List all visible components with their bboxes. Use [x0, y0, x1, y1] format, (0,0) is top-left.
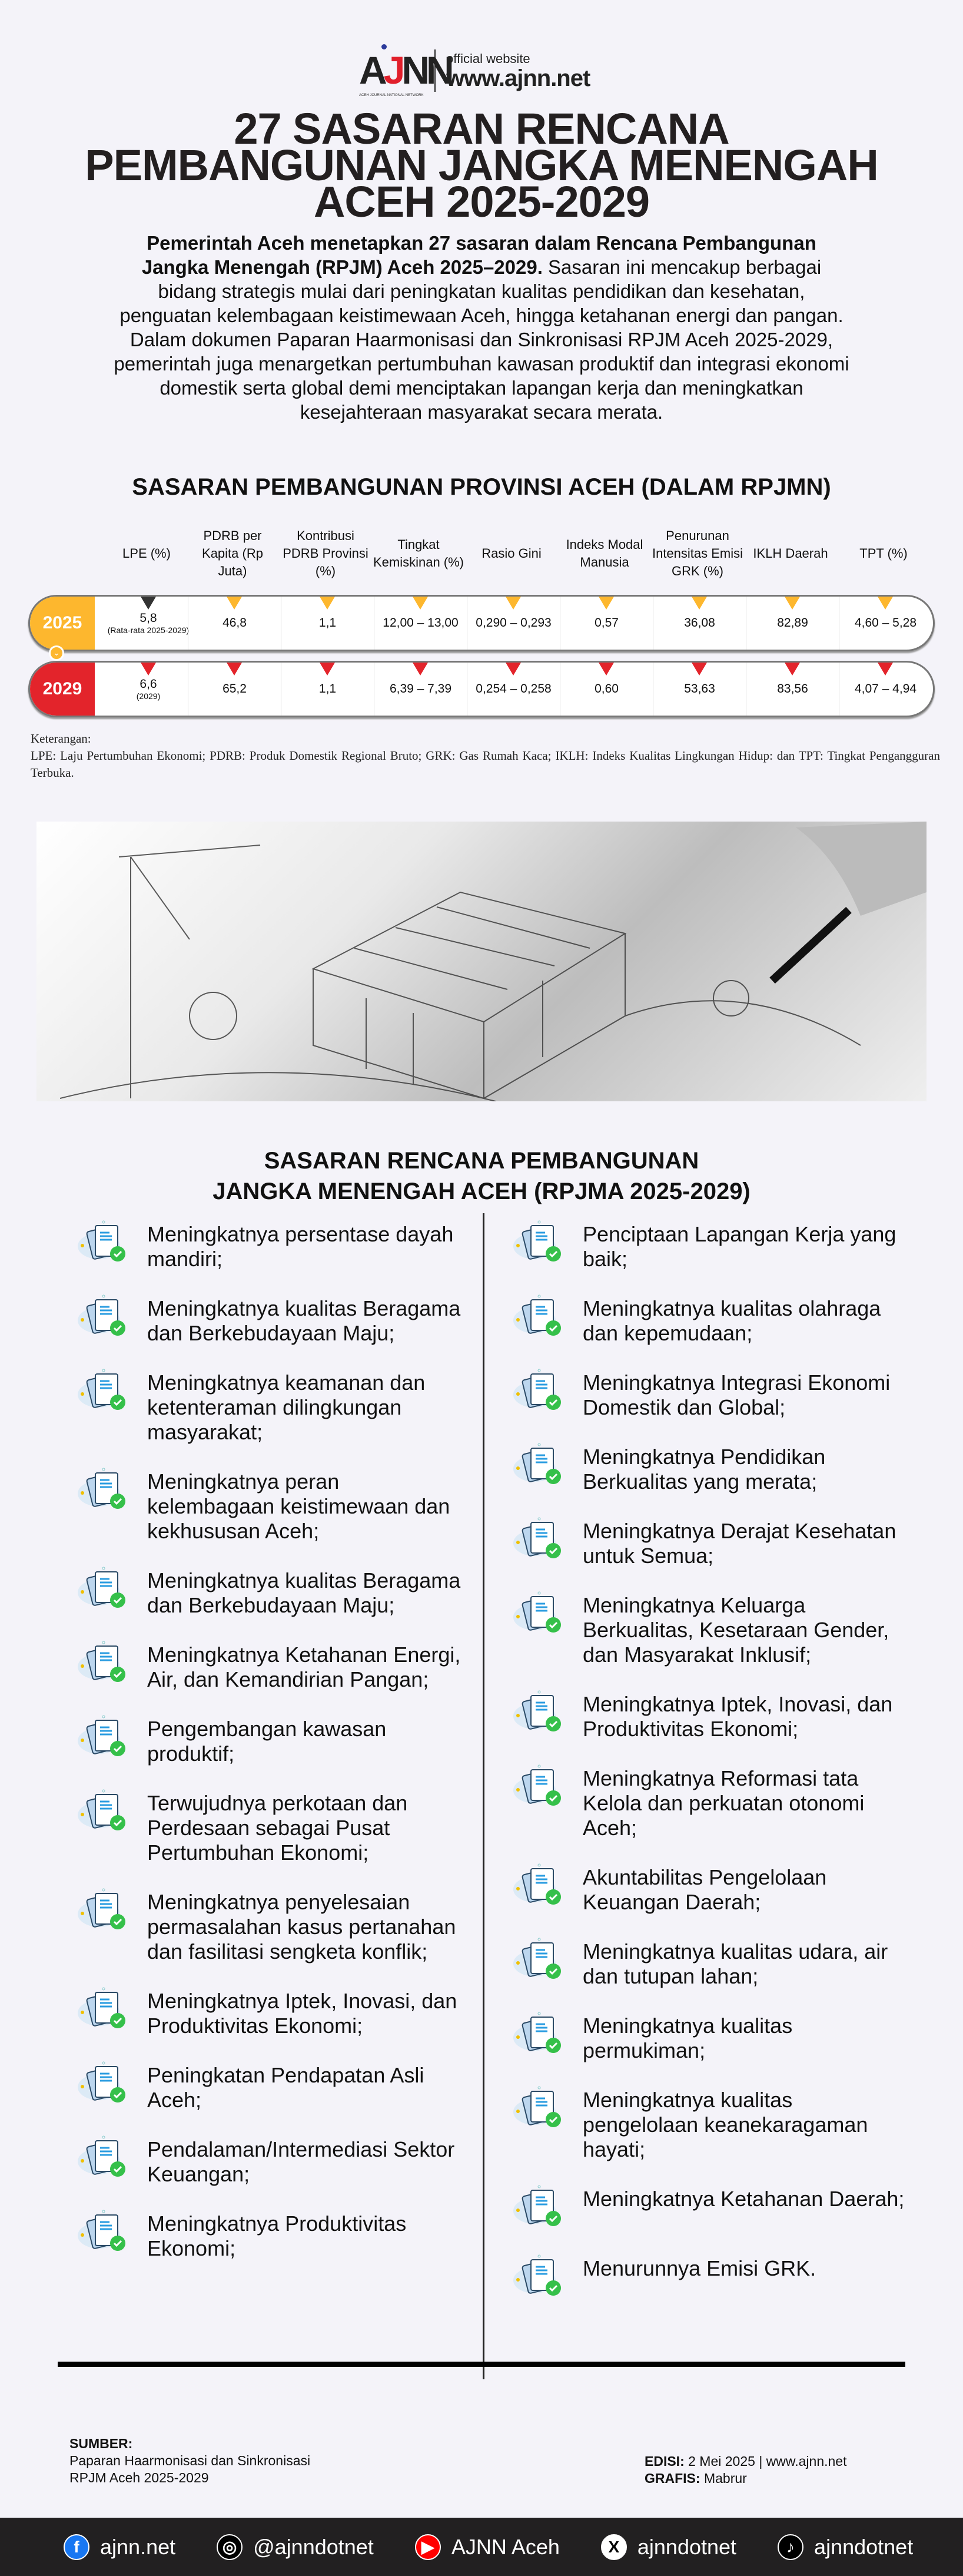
value-cell: 12,00 – 13,00 — [374, 597, 467, 650]
column-header: Penurunan Intensitas Emisi GRK (%) — [652, 528, 743, 578]
list-item-text: Meningkatnya Produktivitas Ekonomi; — [147, 2211, 407, 2260]
list-item — [511, 1766, 911, 1840]
value-cell: 4,07 – 4,94 — [839, 663, 932, 716]
list-item — [75, 2063, 464, 2113]
source-text: Paparan Haarmonisasi dan Sinkronisasi — [69, 2453, 311, 2468]
social-label: ajnn.net — [100, 2534, 176, 2559]
marker-icon — [413, 663, 428, 676]
document-check-icon — [511, 1591, 570, 1638]
column-header: TPT (%) — [859, 546, 908, 561]
list-item — [75, 1643, 464, 1692]
list-item — [75, 1989, 464, 2038]
tiktok-icon: ♪ — [778, 2534, 803, 2560]
social-label: AJNN Aceh — [451, 2534, 560, 2559]
list-item-text: Peningkatan Pendapatan Asli Aceh; — [147, 2063, 424, 2112]
marker-icon — [785, 663, 800, 676]
document-check-icon — [511, 2085, 570, 2133]
list-item-text: Menurunnya Emisi GRK. — [583, 2256, 816, 2280]
document-check-icon — [511, 2184, 570, 2231]
value-cell: 46,8 — [188, 597, 281, 650]
value-cell: 65,2 — [188, 663, 281, 716]
column-header: PDRB per Kapita (Rp Juta) — [202, 528, 263, 578]
value-cell: 83,56 — [746, 663, 839, 716]
social-link[interactable] — [415, 2534, 560, 2560]
list-item-text: Meningkatnya peran kelembagaan keistimewaan dan kekhususan Aceh; — [147, 1469, 450, 1543]
architecture-sketch-image — [36, 822, 927, 1101]
document-check-icon — [511, 1294, 570, 1341]
list-item — [75, 1296, 464, 1346]
marker-icon — [599, 597, 614, 610]
column-header: Kontribusi PDRB Provinsi (%) — [283, 528, 368, 578]
list-item-text: Penciptaan Lapangan Kerja yang baik; — [583, 1222, 896, 1271]
list-item — [75, 2211, 464, 2261]
column-header: Indeks Modal Manusia — [566, 537, 643, 569]
list-item — [75, 1890, 464, 1964]
document-check-icon — [75, 1986, 134, 2034]
marker-icon — [141, 663, 156, 676]
social-label: @ajnndotnet — [253, 2534, 374, 2559]
social-link[interactable] — [217, 2534, 374, 2560]
list-item — [75, 1469, 464, 1544]
legend-title: Keterangan: — [31, 731, 91, 746]
list-item-text: Terwujudnya perkotaan dan Perdesaan sebagai Pusat Pertumbuhan Ekonomi; — [147, 1791, 408, 1865]
footer-divider — [58, 2362, 905, 2367]
website-url[interactable]: www.ajnn.net — [446, 65, 590, 91]
list-item — [75, 2137, 464, 2187]
source-note — [69, 2435, 310, 2486]
edition-value: 2 Mei 2025 | www.ajnn.net — [684, 2454, 847, 2469]
value-cell: 0,60 — [560, 663, 653, 716]
value-cell: 36,08 — [653, 597, 746, 650]
intro-text: Sasaran ini mencakup berbagai bidang strategis mulai dari peningkatan kualitas pendidikan dan kesehatan, penguatan kelembagaan keistimewaan Aceh, hingga ketahanan energi dan pangan. Dalam dokumen Paparan Haarmonisasi dan Sinkronisasi RPJM Aceh 2025-2029, pemerintah juga menargetkan pertumbuhan kawasan produktif dan integrasi ekonomi domestik serta global demi menciptakan lapangan kerja dan meningkatkan kesejahteraan masyarakat secara merata. — [114, 256, 849, 423]
marker-icon — [506, 597, 521, 610]
list-item — [511, 2088, 911, 2162]
value-cell: 82,89 — [746, 597, 839, 650]
list-item — [511, 1865, 911, 1915]
marker-icon — [599, 663, 614, 676]
document-check-icon — [75, 1467, 134, 1514]
list-item — [75, 1717, 464, 1766]
marker-icon — [692, 663, 707, 676]
list-title-line: SASARAN RENCANA PEMBANGUNAN — [264, 1148, 699, 1174]
value-cell: 1,1 — [281, 597, 374, 650]
document-check-icon — [75, 1294, 134, 1341]
list-item — [511, 1519, 911, 1568]
page-title — [0, 104, 963, 226]
document-check-icon — [511, 1442, 570, 1489]
list-item — [511, 2187, 911, 2231]
document-check-icon — [511, 1517, 570, 1564]
list-item — [511, 1222, 911, 1272]
intro-paragraph — [112, 231, 851, 424]
list-item-text: Meningkatnya Derajat Kesehatan untuk Semua; — [583, 1519, 896, 1568]
year-label: 2029 — [30, 663, 95, 716]
social-link[interactable] — [778, 2534, 913, 2560]
value-cell: 6,39 – 7,39 — [374, 663, 467, 716]
social-link[interactable] — [601, 2534, 736, 2560]
lpe-note: (Rata-rata 2025-2029) — [107, 625, 190, 635]
marker-icon — [506, 663, 521, 676]
list-item-text: Pendalaman/Intermediasi Sektor Keuangan; — [147, 2137, 455, 2186]
document-check-icon — [75, 1789, 134, 1836]
list-item — [511, 1370, 911, 1420]
lpe-note: (2029) — [136, 691, 161, 701]
marker-icon — [878, 597, 893, 610]
list-item-text: Meningkatnya penyelesaian permasalahan kasus pertanahan dan fasilitasi sengketa konflik; — [147, 1890, 456, 1964]
list-item-text: Meningkatnya kualitas pengelolaan keanekaragaman hayati; — [583, 2088, 868, 2161]
column-header: IKLH Daerah — [753, 546, 828, 561]
table-legend — [31, 730, 940, 782]
logo-subtitle: ACEH JOURNAL NATIONAL NETWORK — [359, 94, 424, 97]
marker-icon — [785, 597, 800, 610]
column-divider — [483, 1213, 484, 2379]
list-item-text: Meningkatnya kualitas olahraga dan kepemudaan; — [583, 1296, 881, 1345]
list-item-text: Meningkatnya Iptek, Inovasi, dan Produktivitas Ekonomi; — [583, 1692, 893, 1741]
document-check-icon — [75, 2209, 134, 2256]
instagram-icon: ◎ — [217, 2534, 243, 2560]
value-cell: 1,1 — [281, 663, 374, 716]
list-item-text: Meningkatnya kualitas udara, air dan tutupan lahan; — [583, 1939, 888, 1988]
document-check-icon — [511, 1863, 570, 1910]
document-check-icon — [511, 1368, 570, 1415]
list-item — [511, 2256, 911, 2301]
value-cell: 53,63 — [653, 663, 746, 716]
list-item — [511, 1445, 911, 1494]
marker-icon — [692, 597, 707, 610]
document-check-icon — [511, 1764, 570, 1811]
x-icon: X — [601, 2534, 627, 2560]
column-header: Tingkat Kemiskinan (%) — [373, 537, 464, 569]
list-item-text: Meningkatnya keamanan dan ketenteraman dilingkungan masyarakat; — [147, 1370, 426, 1444]
legend-text: LPE: Laju Pertumbuhan Ekonomi; PDRB: Produk Domestik Regional Bruto; GRK: Gas Rumah Kaca; IKLH: Indeks Kualitas Lingkungan Hidup: dan TPT: Tingkat Pengangguran Terbuka. — [31, 749, 940, 780]
year-label: 2025 — [30, 597, 95, 650]
document-check-icon — [511, 1690, 570, 1737]
social-label: ajnndotnet — [814, 2534, 914, 2559]
list-item-text: Meningkatnya kualitas permukiman; — [583, 2014, 793, 2062]
list-item-text: Meningkatnya Ketahanan Energi, Air, dan Kemandirian Pangan; — [147, 1643, 461, 1691]
list-item — [511, 2014, 911, 2063]
social-footer — [0, 2518, 963, 2576]
ajnn-logo: AJNN ACEH JOURNAL NATIONAL NETWORK — [359, 44, 424, 97]
source-text: RPJM Aceh 2025-2029 — [69, 2470, 209, 2485]
list-item-text: Meningkatnya persentase dayah mandiri; — [147, 1222, 454, 1271]
list-item-text: Meningkatnya Ketahanan Daerah; — [583, 2187, 905, 2211]
marker-icon — [141, 597, 156, 610]
youtube-icon: ▶ — [415, 2534, 441, 2560]
document-check-icon — [75, 1566, 134, 1613]
document-check-icon — [511, 2011, 570, 2058]
list-item-text: Akuntabilitas Pengelolaan Keuangan Daerah; — [583, 1865, 827, 1914]
document-check-icon — [75, 1368, 134, 1415]
graphics-value: Mabrur — [700, 2471, 747, 2486]
table-row — [28, 595, 935, 651]
title-line: 27 SASARAN RENCANA — [234, 104, 729, 153]
marker-icon — [227, 663, 242, 676]
chevron-down-icon: ⌄ — [49, 645, 64, 661]
list-title — [0, 1145, 963, 1207]
marker-icon — [227, 597, 242, 610]
list-item — [511, 1692, 911, 1741]
document-check-icon — [75, 1714, 134, 1762]
list-item — [75, 1568, 464, 1618]
list-item-text: Pengembangan kawasan produktif; — [147, 1717, 387, 1766]
marker-icon — [320, 663, 335, 676]
column-header: LPE (%) — [122, 546, 171, 561]
lpe-value: 5,8 — [140, 611, 157, 625]
brand-header — [359, 41, 618, 100]
list-item — [75, 1370, 464, 1445]
social-link[interactable] — [64, 2534, 175, 2560]
document-check-icon — [75, 2061, 134, 2108]
column-header: Rasio Gini — [482, 546, 542, 561]
document-check-icon — [75, 1220, 134, 1267]
source-label: SUMBER: — [69, 2436, 133, 2451]
title-line: ACEH 2025-2029 — [313, 177, 650, 226]
list-item-text: Meningkatnya Keluarga Berkualitas, Kesetaraan Gender, dan Masyarakat Inklusif; — [583, 1593, 889, 1667]
value-cell: 4,60 – 5,28 — [839, 597, 932, 650]
edition-label: EDISI: — [645, 2454, 685, 2469]
social-label: ajnndotnet — [637, 2534, 737, 2559]
value-cell: 0,254 – 0,258 — [467, 663, 560, 716]
value-cell: 0,290 – 0,293 — [467, 597, 560, 650]
list-item-text: Meningkatnya Integrasi Ekonomi Domestik dan Global; — [583, 1370, 891, 1419]
list-item — [511, 1593, 911, 1667]
edition-note — [645, 2453, 846, 2487]
list-item-text: Meningkatnya kualitas Beragama dan Berkebudayaan Maju; — [147, 1568, 461, 1617]
graphics-label: GRAFIS: — [645, 2471, 700, 2486]
document-check-icon — [75, 1640, 134, 1687]
list-item — [75, 1791, 464, 1865]
marker-icon — [320, 597, 335, 610]
marker-icon — [878, 663, 893, 676]
list-item-text: Meningkatnya Reformasi tata Kelola dan perkuatan otonomi Aceh; — [583, 1766, 865, 1840]
targets-list-right — [511, 1222, 911, 2301]
table-title: SASARAN PEMBANGUNAN PROVINSI ACEH (DALAM RPJMN) — [132, 474, 831, 500]
document-check-icon — [511, 2254, 570, 2301]
list-item — [511, 1296, 911, 1346]
document-check-icon — [511, 1937, 570, 1984]
targets-list-left — [75, 1222, 464, 2261]
document-check-icon — [75, 1888, 134, 1935]
document-check-icon — [511, 1220, 570, 1267]
value-cell: 0,57 — [560, 597, 653, 650]
list-item-text: Meningkatnya Pendidikan Berkualitas yang merata; — [583, 1445, 826, 1494]
tagline: official website — [446, 51, 530, 66]
table-row — [28, 661, 935, 717]
list-item-text: Meningkatnya kualitas Beragama dan Berkebudayaan Maju; — [147, 1296, 461, 1345]
list-item-text: Meningkatnya Iptek, Inovasi, dan Produktivitas Ekonomi; — [147, 1989, 457, 2038]
list-item — [75, 1222, 464, 1272]
intro-lead: Pemerintah Aceh menetapkan 27 sasaran dalam Rencana Pembangunan Jangka Menengah (RPJM) Aceh 2025–2029. — [141, 232, 816, 278]
list-item — [511, 1939, 911, 1989]
facebook-icon: f — [64, 2534, 89, 2560]
document-check-icon — [75, 2135, 134, 2182]
list-title-line: JANGKA MENENGAH ACEH (RPJMA 2025-2029) — [212, 1178, 751, 1204]
lpe-value: 6,6 — [140, 677, 157, 691]
title-line: PEMBANGUNAN JANGKA MENENGAH — [85, 141, 878, 190]
marker-icon — [413, 597, 428, 610]
